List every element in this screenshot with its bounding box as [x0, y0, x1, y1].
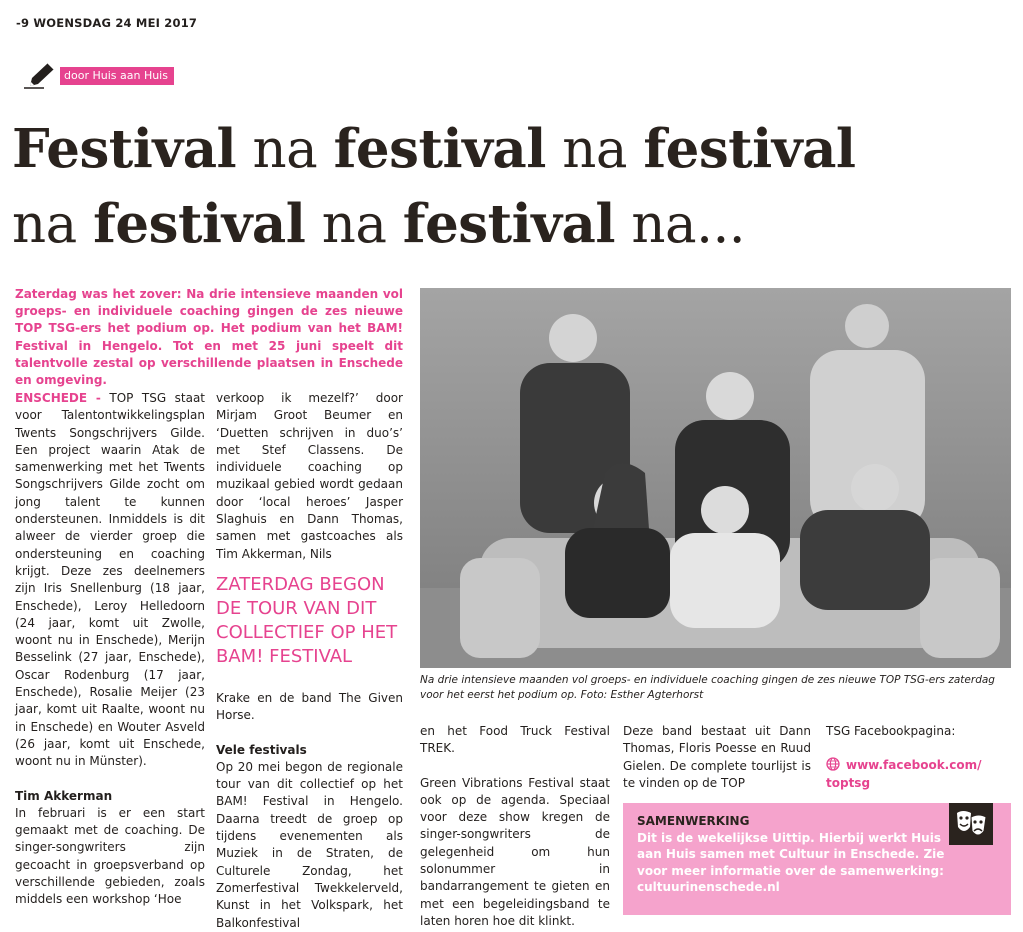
page-number: -9 — [16, 16, 30, 30]
group-photo — [420, 288, 1011, 668]
subheading: Tim Akkerman — [15, 788, 113, 803]
intro-lead: Zaterdag was het zover: Na drie intensieve maanden vol groeps- en individuele coaching gingen de zes nieuwe TOP TSG-ers het podium op. Het podium van het BAM! Festival in Hengelo. Tot en met 25 juni speelt dit talentvolle zestal op verschillende plaatsen in Enschede en omgeving. — [15, 287, 403, 388]
theater-masks-icon — [949, 803, 993, 845]
author-tag: door Huis aan Huis — [60, 67, 174, 85]
paragraph — [15, 390, 205, 771]
paragraph: en het Food Truck Festival TREK. — [420, 724, 610, 756]
article-column-3 — [420, 723, 610, 930]
page-date: WOENSDAG 24 MEI 2017 — [33, 16, 198, 30]
article-column-4 — [623, 723, 811, 792]
headline — [12, 112, 1012, 262]
pull-quote: ZATERDAG BEGON DE TOUR VAN DIT COLLECTIEF OP HET BAM! FESTIVAL — [216, 574, 398, 667]
page-header — [16, 16, 197, 30]
box-title: SAMENWERKING — [637, 814, 750, 828]
pencil-icon — [22, 60, 58, 90]
facebook-link[interactable] — [826, 757, 1012, 792]
article-column-2-lower — [216, 690, 403, 932]
paragraph: Deze band bestaat uit Dann Thomas, Floris Poesse en Ruud Gielen. De complete tourlijst is te vinden op de TOP — [623, 724, 811, 790]
photo-caption: Na drie intensieve maanden vol groeps- en individuele coaching gingen de zes nieuwe TOP TSG-ers zaterdag voor het eerst het podium op. Foto: Esther Agterhorst — [420, 674, 995, 701]
headline-word: na — [545, 119, 644, 180]
headline-word: festival — [333, 118, 546, 180]
paragraph: Krake en de band The Given Horse. — [216, 691, 403, 723]
box-body: Dit is de wekelijkse Uittip. Hierbij werkt Huis aan Huis samen met Cultuur in Enschede. Zie voor meer informatie over de samenwerking: cultuurinenschede.nl — [637, 830, 945, 894]
paragraph-text: TOP TSG staat voor Talentontwikkelingsplan Twents Songschrijvers Gilde. Een project waarin Atak de samenwerking met het Twents Songschrijvers Gilde zocht om jong talent te kunnen ondersteunen. Inmiddels is dit alweer de vierder groep die ondersteuning en coaching krijgt. Deze zes deelnemers zijn Iris Snellenburg (18 jaar, Enschede), Leroy Helledoorn (24 jaar, komt uit Zwolle, woont nu in Enschede), Merijn Besselink (27 jaar, Enschede), Oscar Rodenburg (17 jaar, Enschede), Rosalie Meijer (23 jaar, komt uit Raalte, woont nu in Enschede) en Wouter Asveld (26 jaar, komt uit Enschede, woont nu in Münster). — [15, 391, 205, 769]
headline-word: festival — [402, 193, 616, 255]
globe-icon — [826, 757, 840, 771]
paragraph: verkoop ik mezelf?’ door Mirjam Groot Beumer en ‘Duetten schrijven in duo’s’ met Stef Classens. De individuele coaching op muzikaal gebied wordt gedaan door ‘local heroes’ Jasper Slaghuis en Dann Thomas, samen met gastcoaches als Tim Akkerman, Nils — [216, 391, 403, 561]
headline-word: na — [12, 194, 94, 255]
dateline: ENSCHEDE - — [15, 391, 101, 405]
article-column-5 — [826, 723, 1012, 792]
samenwerking-box — [623, 803, 1011, 915]
headline-word: na — [236, 119, 334, 180]
article-column-1 — [15, 390, 205, 909]
paragraph: TSG Facebookpagina: — [826, 724, 956, 738]
paragraph: Op 20 mei begon de regionale tour van dit collectief op het BAM! Festival in Hengelo. Daarna treedt de groep op tijdens evenementen als Muziek in de Straten, de Culturele Zondag, het Zomerfestival Twekkelerveld, Kunst in het Volkspark, het Balkonfestival — [216, 759, 403, 930]
headline-word: na — [305, 194, 403, 255]
headline-word: festival — [93, 193, 306, 255]
headline-word: na... — [615, 194, 746, 255]
facebook-link-line1[interactable]: www.facebook.com/ — [846, 758, 982, 773]
facebook-link-line2[interactable]: toptsg — [826, 775, 871, 790]
paragraph: In februari is er een start gemaakt met de coaching. De singer-songwriters zijn gecoacht in groepsverband op verschillende gebieden, zoals middels een workshop ‘Hoe — [15, 805, 205, 907]
paragraph: Green Vibrations Festival staat ook op de agenda. Speciaal voor deze show kregen de singer-songwriters de gelegenheid om hun solonummer in bandarrangement te gieten en met een begeleidingsband te laten horen hoe dit klinkt. — [420, 775, 610, 928]
subheading: Vele festivals — [216, 742, 307, 757]
article-column-2 — [216, 390, 403, 563]
headline-word: Festival — [12, 118, 237, 180]
headline-word: festival — [643, 118, 856, 180]
